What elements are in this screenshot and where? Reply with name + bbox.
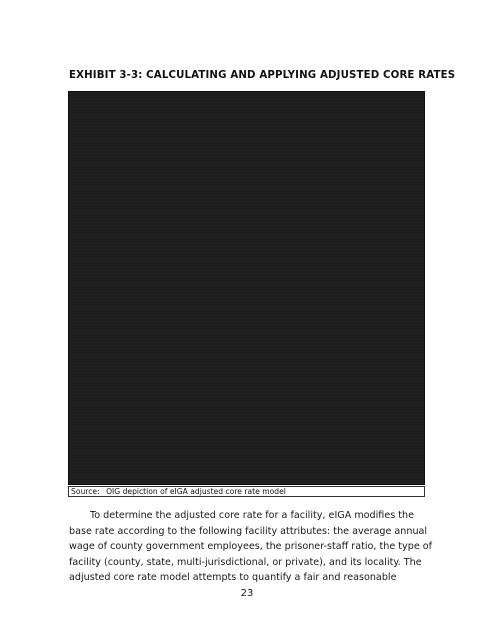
exhibit-figure-image xyxy=(68,91,425,485)
body-line: adjusted core rate model attempts to quantify a fair and reasonable xyxy=(69,572,397,583)
body-paragraph xyxy=(69,508,441,586)
source-label: Source: xyxy=(71,487,100,496)
source-text: OIG depiction of eIGA adjusted core rate model xyxy=(106,487,286,496)
body-line: wage of county government employees, the prisoner-staff ratio, the type of xyxy=(69,541,433,552)
figure-source-caption xyxy=(68,486,425,497)
page-number: 23 xyxy=(240,588,254,599)
body-line: base rate according to the following facility attributes: the average annual xyxy=(69,525,428,537)
body-line: facility (county, state, multi-jurisdictional, or private), and its locality. The xyxy=(69,556,422,568)
body-line: To determine the adjusted core rate for a facility, eIGA modifies the xyxy=(90,510,415,521)
exhibit-title: EXHIBIT 3-3: CALCULATING AND APPLYING ADJUSTED CORE RATES xyxy=(69,70,456,81)
figure-texture xyxy=(69,92,424,484)
